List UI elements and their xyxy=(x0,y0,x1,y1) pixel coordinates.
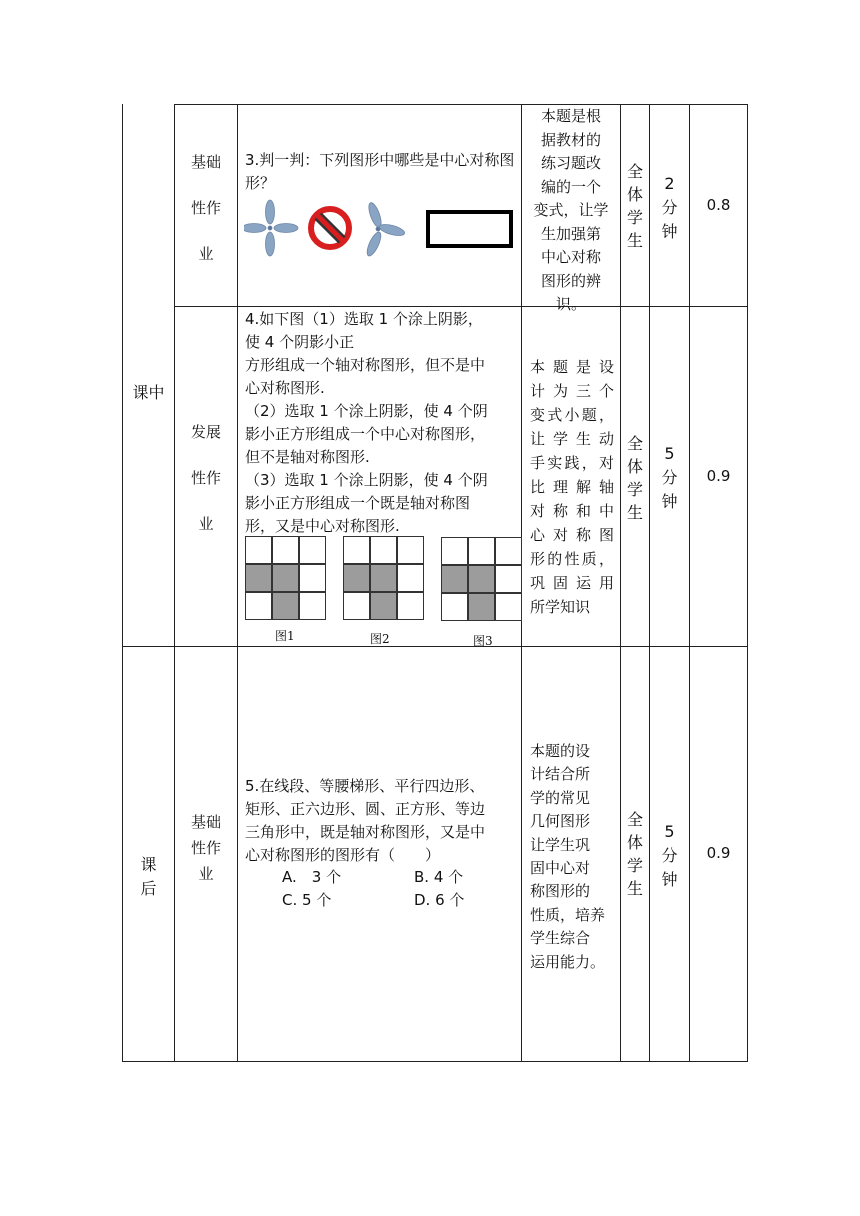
duration xyxy=(650,442,689,514)
table-border xyxy=(174,104,175,1062)
question-5-text xyxy=(245,775,521,867)
grid-square xyxy=(272,536,299,564)
duration-char: 2 xyxy=(664,174,675,193)
difficulty-score: 0.8 xyxy=(706,196,731,214)
grid-square xyxy=(245,592,272,620)
figure-grid-1 xyxy=(245,536,326,620)
duration xyxy=(650,172,689,244)
option-a: A. 3 个 xyxy=(282,868,342,886)
question-line: （2）选取 1 个涂上阴影，使 4 个阴 xyxy=(245,402,488,420)
type-char: 基础 xyxy=(190,813,221,831)
shaded-square xyxy=(468,565,495,593)
design-line: 比 理 解 轴 xyxy=(530,478,614,496)
shaded-square xyxy=(468,593,495,621)
question-line: 但不是轴对称图形. xyxy=(245,448,370,466)
duration-char: 5 xyxy=(664,444,675,463)
design-line: 中心对称 xyxy=(540,248,601,266)
homework-type xyxy=(178,809,234,887)
table-border xyxy=(649,104,650,1062)
grid-square xyxy=(299,564,326,592)
table-border xyxy=(122,104,123,1062)
target-students xyxy=(621,808,649,900)
rectangle-icon xyxy=(428,212,511,246)
option-d: D. 6 个 xyxy=(414,891,465,909)
question-line: 4.如下图（1）选取 1 个涂上阴影， xyxy=(245,310,483,328)
option-c: C. 5 个 xyxy=(282,891,332,909)
design-line: 称图形的 xyxy=(530,882,591,901)
question-line: 三角形中，既是轴对称图形，又是中 xyxy=(245,823,486,841)
target-char: 全 xyxy=(626,434,643,453)
question-line: 5.在线段、等腰梯形、平行四边形、 xyxy=(245,777,485,795)
stage-label xyxy=(123,853,174,901)
target-students xyxy=(621,432,649,524)
shaded-square xyxy=(272,592,299,620)
design-line: 本 题 是 设 xyxy=(530,358,614,376)
table-border xyxy=(237,104,238,1062)
duration-char: 分 xyxy=(661,198,678,217)
homework-type xyxy=(178,150,234,266)
four-leaf-propeller-icon xyxy=(244,200,298,256)
design-line: 形的性质， xyxy=(530,550,614,568)
design-line: 变式，让学 xyxy=(533,201,609,219)
target-students xyxy=(621,160,649,252)
shaded-square xyxy=(343,564,370,592)
design-line: 让 学 生 动 xyxy=(530,430,614,448)
question-3-text: 3.判一判：下列图形中哪些是中心对称图形？ xyxy=(245,151,515,192)
figure-caption: 图1 xyxy=(275,629,295,643)
design-line: 学的常见 xyxy=(530,788,591,807)
grid-square xyxy=(495,593,522,621)
duration-char: 钟 xyxy=(661,870,678,889)
type-char: 业 xyxy=(198,515,214,533)
type-char: 发展 xyxy=(190,423,221,441)
grid-square xyxy=(299,536,326,564)
grid-square xyxy=(441,593,468,621)
type-char: 业 xyxy=(198,245,214,263)
table-border xyxy=(747,104,748,1062)
shaded-square xyxy=(370,592,397,620)
design-line: 图形的辨 xyxy=(540,271,601,290)
table-border xyxy=(174,104,748,105)
homework-type xyxy=(178,420,234,536)
figure-grid-3 xyxy=(441,537,522,621)
grid-square xyxy=(397,592,424,620)
grid-square xyxy=(495,537,522,565)
grid-square xyxy=(495,565,522,593)
target-char: 体 xyxy=(626,457,643,476)
type-char: 性作 xyxy=(190,839,221,857)
stage-char: 课 xyxy=(140,855,157,874)
question-line: 心对称图形. xyxy=(245,379,325,397)
target-char: 学 xyxy=(626,856,643,875)
design-line: 巩 固 运 用 xyxy=(530,574,614,592)
question-line: 使 4 个阴影小正 xyxy=(245,333,355,351)
target-char: 学 xyxy=(626,208,643,227)
question-line: 影小正方形组成一个既是轴对称图 xyxy=(245,494,471,512)
table-border xyxy=(689,104,690,1062)
target-char: 生 xyxy=(626,879,643,898)
stage-label: 课中 xyxy=(132,383,165,402)
design-line: 编的一个 xyxy=(540,177,601,196)
design-line: 几何图形 xyxy=(530,812,591,831)
design-line: 变式小题， xyxy=(530,406,614,424)
prohibition-sign-icon xyxy=(311,209,349,247)
difficulty-score: 0.9 xyxy=(706,844,731,862)
grid-square xyxy=(299,592,326,620)
target-char: 全 xyxy=(626,162,643,181)
design-line: 计 为 三 个 xyxy=(530,382,614,400)
grid-square xyxy=(468,537,495,565)
question-line: 影小正方形组成一个中心对称图形， xyxy=(245,425,486,443)
design-line: 计结合所 xyxy=(530,765,591,784)
question-line: 方形组成一个轴对称图形，但不是中 xyxy=(245,356,486,374)
design-line: 性质，培养 xyxy=(530,905,606,924)
target-char: 生 xyxy=(626,503,643,522)
design-line: 手实践，对 xyxy=(530,454,614,472)
target-char: 全 xyxy=(626,810,643,829)
question-4-text xyxy=(245,308,521,538)
figure-caption: 图3 xyxy=(473,634,493,648)
duration-char: 钟 xyxy=(661,222,678,241)
design-intent xyxy=(530,355,614,619)
grid-square xyxy=(397,564,424,592)
design-line: 据教材的 xyxy=(540,130,601,149)
table-border xyxy=(122,1061,748,1062)
grid-square xyxy=(370,536,397,564)
question-line: 形，又是中心对称图形. xyxy=(245,517,400,535)
type-char: 性作 xyxy=(190,469,221,487)
figure-grid-2 xyxy=(343,536,424,620)
grid-square xyxy=(397,536,424,564)
question-line: （3）选取 1 个涂上阴影，使 4 个阴 xyxy=(245,471,488,489)
type-char: 性作 xyxy=(190,199,221,217)
shaded-square xyxy=(245,564,272,592)
duration-char: 5 xyxy=(664,822,675,841)
shaded-square xyxy=(370,564,397,592)
target-char: 体 xyxy=(626,185,643,204)
three-blade-propeller-icon xyxy=(364,201,405,257)
duration-char: 分 xyxy=(661,468,678,487)
grid-square xyxy=(343,592,370,620)
design-line: 心 对 称 图 xyxy=(530,526,614,544)
design-line: 本题的设 xyxy=(530,742,591,760)
design-intent xyxy=(524,105,618,317)
table-border xyxy=(122,646,748,647)
difficulty-score: 0.9 xyxy=(706,467,731,485)
option-b: B. 4 个 xyxy=(414,868,464,886)
design-line: 识。 xyxy=(555,295,586,313)
question-3-figures xyxy=(244,198,514,260)
design-line: 让学生巩 xyxy=(530,835,591,854)
target-char: 学 xyxy=(626,480,643,499)
design-line: 运用能力。 xyxy=(530,952,606,971)
type-char: 基础 xyxy=(190,153,221,171)
target-char: 生 xyxy=(626,231,643,250)
design-line: 固中心对 xyxy=(530,859,591,878)
shaded-square xyxy=(441,565,468,593)
design-line: 对 称 和 中 xyxy=(530,502,614,520)
design-line: 本题是根 xyxy=(540,107,601,125)
grid-square xyxy=(441,537,468,565)
grid-square xyxy=(245,536,272,564)
grid-square xyxy=(343,536,370,564)
duration-char: 分 xyxy=(661,846,678,865)
target-char: 体 xyxy=(626,833,643,852)
design-line: 生加强第 xyxy=(540,224,601,243)
figure-caption: 图2 xyxy=(370,632,390,646)
duration-char: 钟 xyxy=(661,492,678,511)
duration xyxy=(650,820,689,892)
stage-char: 后 xyxy=(140,879,157,898)
question-line: 矩形、正六边形、圆、正方形、等边 xyxy=(245,800,486,818)
design-line: 所学知识 xyxy=(530,598,591,616)
type-char: 业 xyxy=(198,865,214,883)
shaded-square xyxy=(272,564,299,592)
question-line: 心对称图形的图形有（ ） xyxy=(245,846,441,864)
design-intent xyxy=(530,740,620,974)
design-line: 学生综合 xyxy=(530,929,591,948)
design-line: 练习题改 xyxy=(540,154,601,172)
table-border xyxy=(174,306,748,307)
